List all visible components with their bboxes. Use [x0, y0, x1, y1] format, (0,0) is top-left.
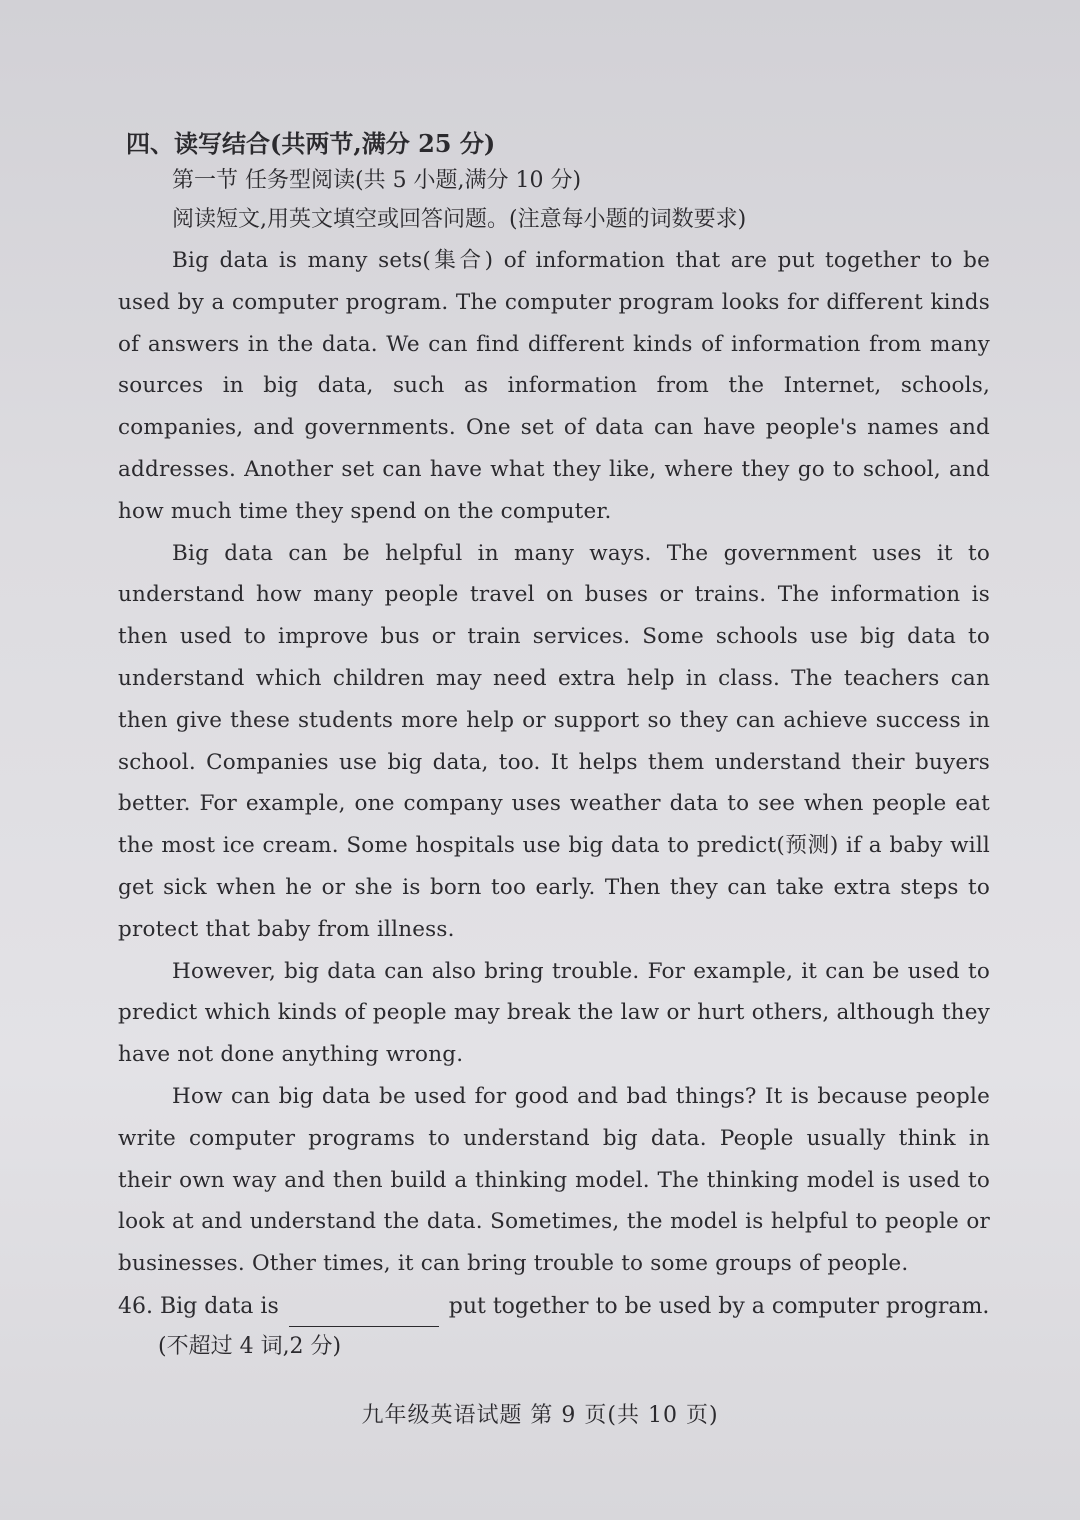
answer-blank[interactable] [289, 1302, 439, 1327]
question-prefix: 46. Big data is [118, 1293, 279, 1319]
question-note: (不超过 4 词,2 分) [158, 1333, 342, 1359]
page-footer: 九年级英语试题 第 9 页(共 10 页) [361, 1403, 719, 1428]
passage-paragraph-1: Big data is many sets(集合) of information that are put together to be used by a computer program. The computer program looks for different kinds of answers in the data. We can find different kinds of information from many sources in big data, such as information from the Internet, schools, companies, and governments. One set of data can have people's names and addresses. Another set can have what they like, where they go to school, and how much time they spend on the computer. [118, 248, 990, 524]
page-content [118, 126, 990, 1367]
question-46 [118, 1287, 990, 1327]
passage-paragraph-4: How can big data be used for good and bad things? It is because people write computer programs to understand big data. People usually think in their own way and then build a thinking model. The thinking model is used to look at and understand the data. Sometimes, the model is helpful to people or businesses. Other times, it can bring trouble to some groups of people. [118, 1083, 990, 1277]
instruction: 阅读短文,用英文填空或回答问题。(注意每小题的词数要求) [172, 207, 747, 232]
passage-paragraph-3: However, big data can also bring trouble. For example, it can be used to predict which kinds of people may break the law or hurt others, although they have not done anything wrong. [118, 958, 990, 1068]
reading-passage [118, 240, 990, 1285]
question-suffix: put together to be used by a computer program. [448, 1293, 990, 1319]
section-title: 四、读写结合(共两节,满分 25 分) [126, 129, 496, 158]
part-title: 第一节 任务型阅读(共 5 小题,满分 10 分) [172, 168, 582, 193]
passage-paragraph-2: Big data can be helpful in many ways. The government uses it to understand how many people travel on buses or trains. The information is then used to improve bus or train services. Some schools use big data to understand which children may need extra help in class. The teachers can then give these students more help or support so they can achieve success in school. Companies use big data, too. It helps them understand their buyers better. For example, one company uses weather data to see when people eat the most ice cream. Some hospitals use big data to predict(预测) if a baby will get sick when he or she is born too early. Then they can take extra steps to protect that baby from illness. [118, 540, 990, 942]
